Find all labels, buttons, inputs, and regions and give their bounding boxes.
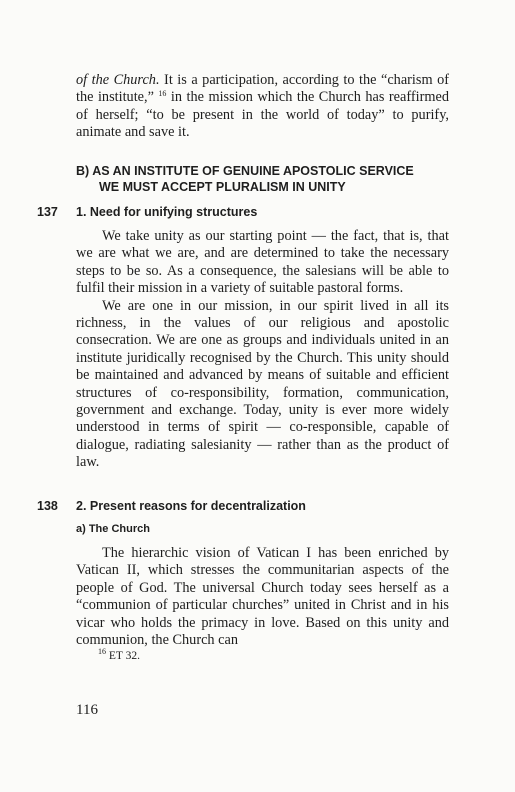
section-b-title-line2: WE MUST ACCEPT PLURALISM IN UNITY (99, 180, 346, 194)
intro-paragraph (76, 72, 449, 142)
heading-unifying-structures: 1. Need for unifying structures (76, 205, 258, 219)
paragraph-number-137: 137 (37, 205, 58, 219)
intro-text-2: in the mission which the Church has reaffirmed of herself; “to be present in the world of today” to purify, animate and save it. (76, 89, 449, 141)
paragraph-137-text-1: We take unity as our starting point — the fact, that is, that we are what we are, and are determined to take the necessary steps to be so. As a consequence, the salesians will be able to fulfil their mission in a variety of suitable pastoral forms. (76, 228, 449, 297)
paragraph-number-138: 138 (37, 499, 58, 513)
footnote-reference: 16 (158, 89, 167, 99)
paragraph-138-body (76, 545, 449, 649)
intro-italic: of the Church. (76, 72, 160, 88)
paragraph-137-text-2: We are one in our mission, in our spirit lived in all its richness, in the values of our religious and apostolic consecration. We are one as groups and individuals united in an institute juridically recognised by the Church. This unity should be maintained and advanced by means of suitable and efficient structures of co-responsibility, formation, communication, government and exchange. Today, unity is ever more widely understood in terms of spirit — co-responsible, capable of dialogue, radiating salesianity — rather than as the product of law. (76, 297, 449, 471)
footnote (98, 648, 140, 665)
footnote-mark: 16 (98, 647, 106, 656)
intro-text-1: It is a participation, according to the “charism of the institute,” (76, 72, 450, 106)
paragraph-137-body (76, 228, 449, 472)
paragraph-138-text-1: The hierarchic vision of Vatican I has been enriched by Vatican II, which stresses the communitarian aspects of the people of God. The universal Church today sees herself as a “communion of particular churches” united in Christ and in his vicar who holds the primacy in love. Based on this unity and communion, the Church can (76, 545, 449, 649)
section-b-title-line1: B) AS AN INSTITUTE OF GENUINE APOSTOLIC SERVICE (76, 164, 414, 178)
subheading-the-church: a) The Church (76, 523, 150, 535)
heading-decentralization: 2. Present reasons for decentralization (76, 499, 306, 513)
footnote-text: ET 32. (108, 650, 140, 662)
page-number: 116 (76, 702, 98, 718)
